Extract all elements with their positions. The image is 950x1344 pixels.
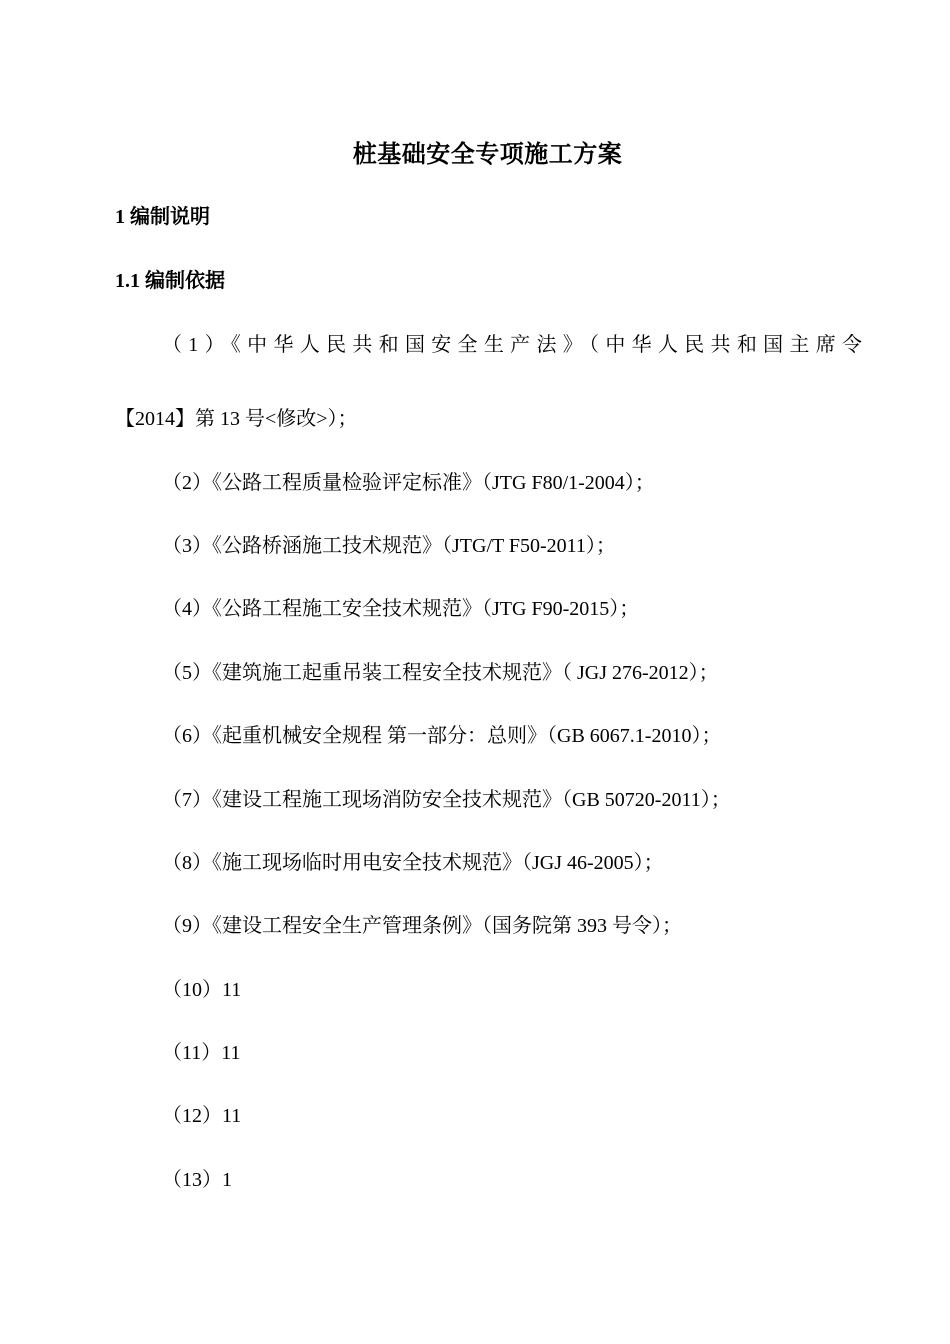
basis-item-5: （5）《建筑施工起重吊装工程安全技术规范》（ JGJ 276-2012）； (162, 662, 719, 684)
section-heading-1: 1 编制说明 (115, 206, 210, 228)
basis-item-10: （10）11 (162, 979, 242, 1001)
basis-item-12: （12）11 (162, 1105, 242, 1127)
basis-item-13: （13）1 (162, 1169, 232, 1191)
basis-item-1-continuation: 【2014】第 13 号<修改>）； (115, 408, 358, 430)
basis-item-2: （2）《公路工程质量检验评定标准》（JTG F80/1-2004）； (162, 472, 655, 494)
basis-item-1: （1）《中华人民共和国安全生产法》（中华人民共和国主席令 (162, 334, 862, 356)
basis-item-7: （7）《建设工程施工现场消防安全技术规范》（GB 50720-2011）； (162, 789, 731, 811)
basis-item-8: （8）《施工现场临时用电安全技术规范》（JGJ 46-2005）； (162, 852, 664, 874)
basis-item-6: （6）《起重机械安全规程 第一部分：总则》（GB 6067.1-2010）； (162, 725, 722, 747)
basis-item-3: （3）《公路桥涵施工技术规范》（JTG/T F50-2011）； (162, 535, 616, 557)
basis-item-9: （9）《建设工程安全生产管理条例》（国务院第 393 号令）； (162, 915, 682, 937)
basis-item-11: （11）11 (162, 1042, 241, 1064)
section-heading-1-1: 1.1 编制依据 (115, 270, 225, 292)
document-title: 桩基础安全专项施工方案 (352, 142, 623, 168)
basis-item-4: （4）《公路工程施工安全技术规范》（JTG F90-2015）； (162, 598, 640, 620)
